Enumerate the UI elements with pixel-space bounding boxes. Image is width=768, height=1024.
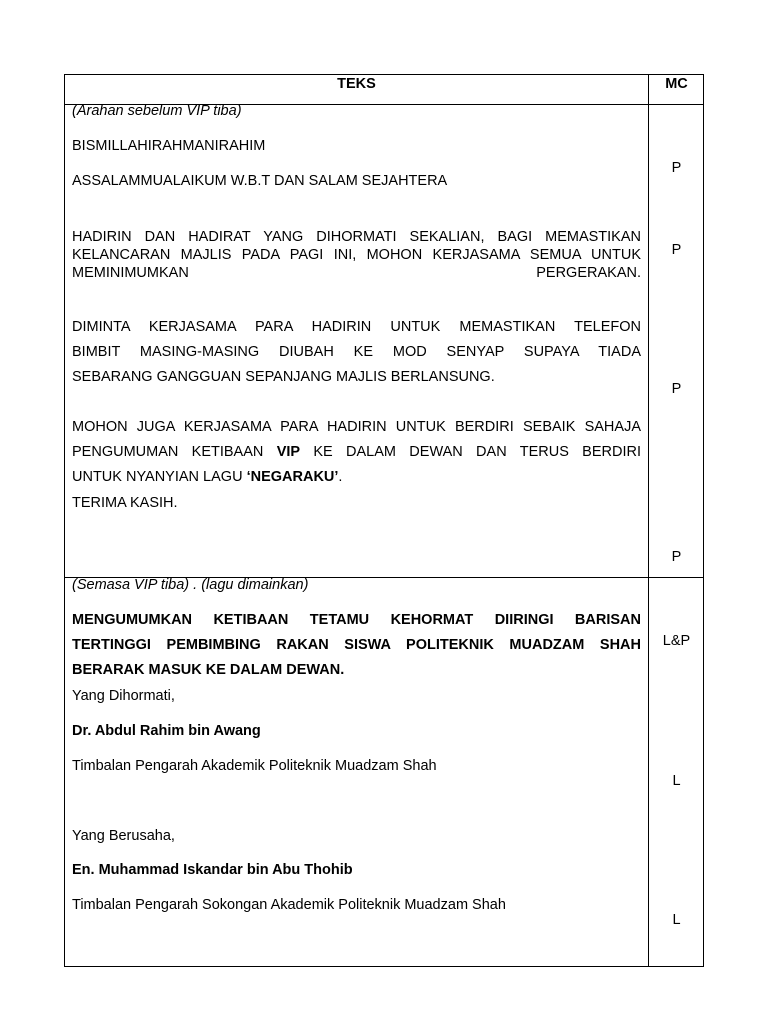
phone-silent-line-1: DIMINTA KERJASAMA PARA HADIRIN UNTUK MEMASTIKAN TELEFON: [72, 319, 641, 335]
header-teks: TEKS: [337, 76, 376, 92]
announce-line-1: MENGUMUMKAN KETIBAAN TETAMU KEHORMAT DIIRINGI BARISAN: [72, 612, 641, 628]
stand-line-2: PENGUMUMAN KETIBAAN VIP KE DALAM DEWAN DAN TERUS BERDIRI: [72, 444, 641, 460]
salam-text: ASSALAMMUALAIKUM W.B.T DAN SALAM SEJAHTERA: [72, 173, 448, 189]
stand-line-1: MOHON JUGA KERJASAMA PARA HADIRIN UNTUK BERDIRI SEBAIK SAHAJA: [72, 419, 641, 435]
salutation-1: Yang Dihormati,: [72, 688, 175, 704]
salutation-2: Yang Berusaha,: [72, 828, 175, 844]
mc-marker: P: [671, 242, 682, 258]
thanks-text: TERIMA KASIH.: [72, 495, 178, 511]
script-table: [64, 74, 704, 967]
negaraku-emphasis: ‘NEGARAKU’: [246, 469, 339, 485]
mc-marker: P: [671, 160, 682, 176]
phone-silent-line-2: BIMBIT MASING-MASING DIUBAH KE MOD SENYAP SUPAYA TIADA: [72, 344, 641, 360]
mc-marker: L: [672, 773, 681, 789]
instruction-before-vip: (Arahan sebelum VIP tiba): [72, 103, 242, 119]
instruction-during-vip: (Semasa VIP tiba) . (lagu dimainkan): [72, 577, 309, 593]
guest-title-2: Timbalan Pengarah Sokongan Akademik Politeknik Muadzam Shah: [72, 897, 506, 913]
announce-line-2: TERTINGGI PEMBIMBING RAKAN SISWA POLITEKNIK MUADZAM SHAH: [72, 637, 641, 653]
movement-paragraph: HADIRIN DAN HADIRAT YANG DIHORMATI SEKALIAN, BAGI MEMASTIKAN KELANCARAN MAJLIS PADA PAGI INI, MOHON KERJASAMA SEMUA UNTUK MEMINIMUMKAN PERGERAKAN.: [72, 229, 641, 281]
mc-marker: L: [672, 912, 681, 928]
column-divider: [648, 75, 649, 966]
bismillah-text: BISMILLAHIRAHMANIRAHIM: [72, 138, 266, 154]
phone-silent-line-3: SEBARANG GANGGUAN SEPANJANG MAJLIS BERLANSUNG.: [72, 369, 495, 385]
stand-line-3: UNTUK NYANYIAN LAGU ‘NEGARAKU’.: [72, 469, 343, 485]
header-mc: MC: [665, 76, 688, 92]
mc-marker: P: [671, 381, 682, 397]
guest-title-1: Timbalan Pengarah Akademik Politeknik Muadzam Shah: [72, 758, 437, 774]
vip-emphasis: VIP: [276, 444, 301, 460]
guest-name-1: Dr. Abdul Rahim bin Awang: [72, 723, 261, 739]
announce-line-3: BERARAK MASUK KE DALAM DEWAN.: [72, 662, 345, 678]
guest-name-2: En. Muhammad Iskandar bin Abu Thohib: [72, 862, 353, 878]
mc-marker: L&P: [662, 633, 691, 649]
mc-marker: P: [671, 549, 682, 565]
